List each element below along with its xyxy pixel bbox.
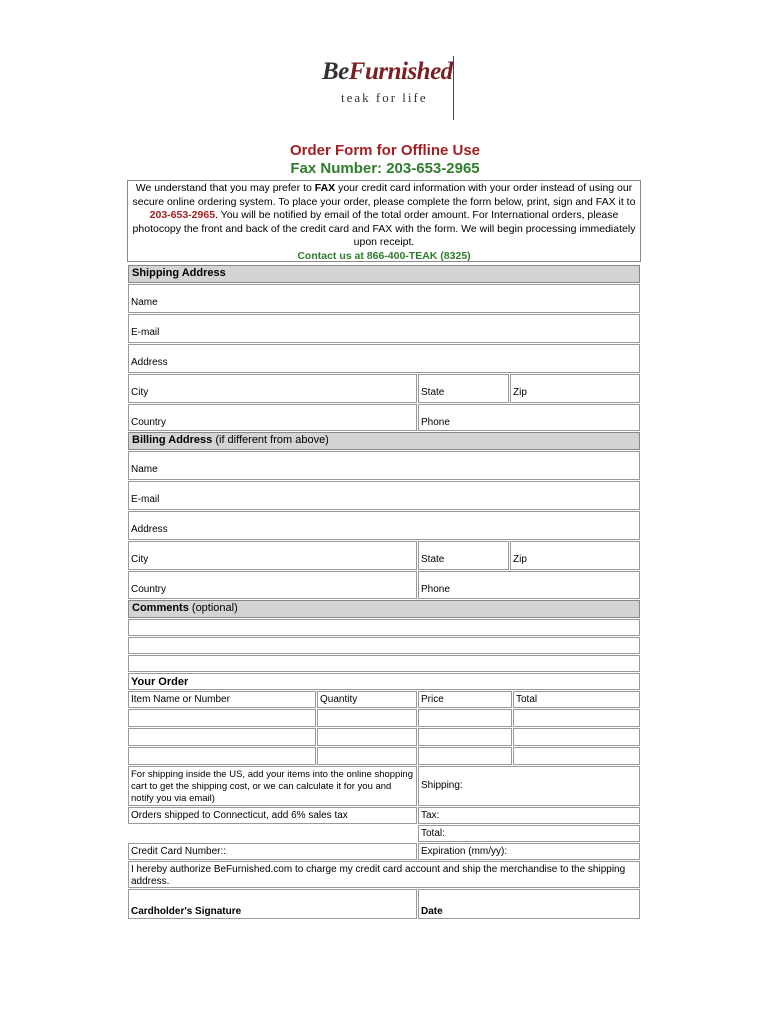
- billing-address-field[interactable]: Address: [128, 511, 640, 540]
- billing-section-header: Billing Address (if different from above): [128, 432, 640, 450]
- shipping-section-header: Shipping Address: [128, 265, 640, 283]
- order-qty-cell[interactable]: [317, 728, 417, 746]
- order-price-cell[interactable]: [418, 728, 512, 746]
- logo-divider: [453, 56, 454, 120]
- credit-card-field[interactable]: Credit Card Number::: [128, 843, 417, 860]
- shipping-city-field[interactable]: City: [128, 374, 417, 403]
- shipping-email-field[interactable]: E-mail: [128, 314, 640, 343]
- date-field[interactable]: Date: [418, 889, 640, 919]
- logo-wordmark: BeFurnished: [322, 58, 453, 85]
- order-item-cell[interactable]: [128, 709, 316, 727]
- col-item-header: Item Name or Number: [128, 691, 316, 708]
- authorization-text: I hereby authorize BeFurnished.com to charge my credit card account and ship the merchandise to the shipping address.: [128, 861, 640, 888]
- comments-line-1[interactable]: [128, 619, 640, 636]
- billing-city-field[interactable]: City: [128, 541, 417, 570]
- tax-field[interactable]: Tax:: [418, 807, 640, 824]
- shipping-zip-field[interactable]: Zip: [510, 374, 640, 403]
- expiration-field[interactable]: Expiration (mm/yy):: [418, 843, 640, 860]
- shipping-cost-field[interactable]: Shipping:: [418, 766, 640, 806]
- comments-line-3[interactable]: [128, 655, 640, 672]
- order-section-header: Your Order: [128, 673, 640, 690]
- shipping-note: For shipping inside the US, add your items into the online shopping cart to get the shipping cost, or we can calculate it for you and notify you via email): [128, 766, 417, 806]
- logo-tagline: teak for life: [341, 90, 428, 105]
- billing-phone-field[interactable]: Phone: [418, 571, 640, 599]
- order-total-cell[interactable]: [513, 747, 640, 765]
- order-price-cell[interactable]: [418, 747, 512, 765]
- shipping-address-field[interactable]: Address: [128, 344, 640, 373]
- col-total-header: Total: [513, 691, 640, 708]
- intro-text: We understand that you may prefer to FAX your credit card information with your order instead of using our secure online ordering system. To place your order, please complete the form below, print, sign and FAX it to 203-653-2965. You will be notified by email of the total order amount. For International orders, please photocopy the front and back of the credit card and FAX with the form. We will begin processing immediately upon receipt. Contact us at 866-400-TEAK (8325): [127, 180, 641, 262]
- fax-number: Fax Number: 203-653-2965: [290, 160, 480, 177]
- order-item-cell[interactable]: [128, 747, 316, 765]
- comments-line-2[interactable]: [128, 637, 640, 654]
- ct-tax-note: Orders shipped to Connecticut, add 6% sales tax: [128, 807, 417, 824]
- col-qty-header: Quantity: [317, 691, 417, 708]
- col-price-header: Price: [418, 691, 512, 708]
- order-qty-cell[interactable]: [317, 709, 417, 727]
- comments-section-header: Comments (optional): [128, 600, 640, 618]
- billing-country-field[interactable]: Country: [128, 571, 417, 599]
- shipping-state-field[interactable]: State: [418, 374, 509, 403]
- billing-email-field[interactable]: E-mail: [128, 481, 640, 510]
- order-price-cell[interactable]: [418, 709, 512, 727]
- billing-state-field[interactable]: State: [418, 541, 509, 570]
- billing-name-field[interactable]: Name: [128, 451, 640, 480]
- order-qty-cell[interactable]: [317, 747, 417, 765]
- page-title: Order Form for Offline Use: [289, 142, 481, 159]
- billing-zip-field[interactable]: Zip: [510, 541, 640, 570]
- total-field[interactable]: Total:: [418, 825, 640, 842]
- shipping-name-field[interactable]: Name: [128, 284, 640, 313]
- order-total-cell[interactable]: [513, 728, 640, 746]
- shipping-phone-field[interactable]: Phone: [418, 404, 640, 431]
- logo: [318, 56, 468, 120]
- order-item-cell[interactable]: [128, 728, 316, 746]
- signature-field[interactable]: Cardholder's Signature: [128, 889, 417, 919]
- order-total-cell[interactable]: [513, 709, 640, 727]
- contact-line: Contact us at 866-400-TEAK (8325): [297, 249, 471, 262]
- shipping-country-field[interactable]: Country: [128, 404, 417, 431]
